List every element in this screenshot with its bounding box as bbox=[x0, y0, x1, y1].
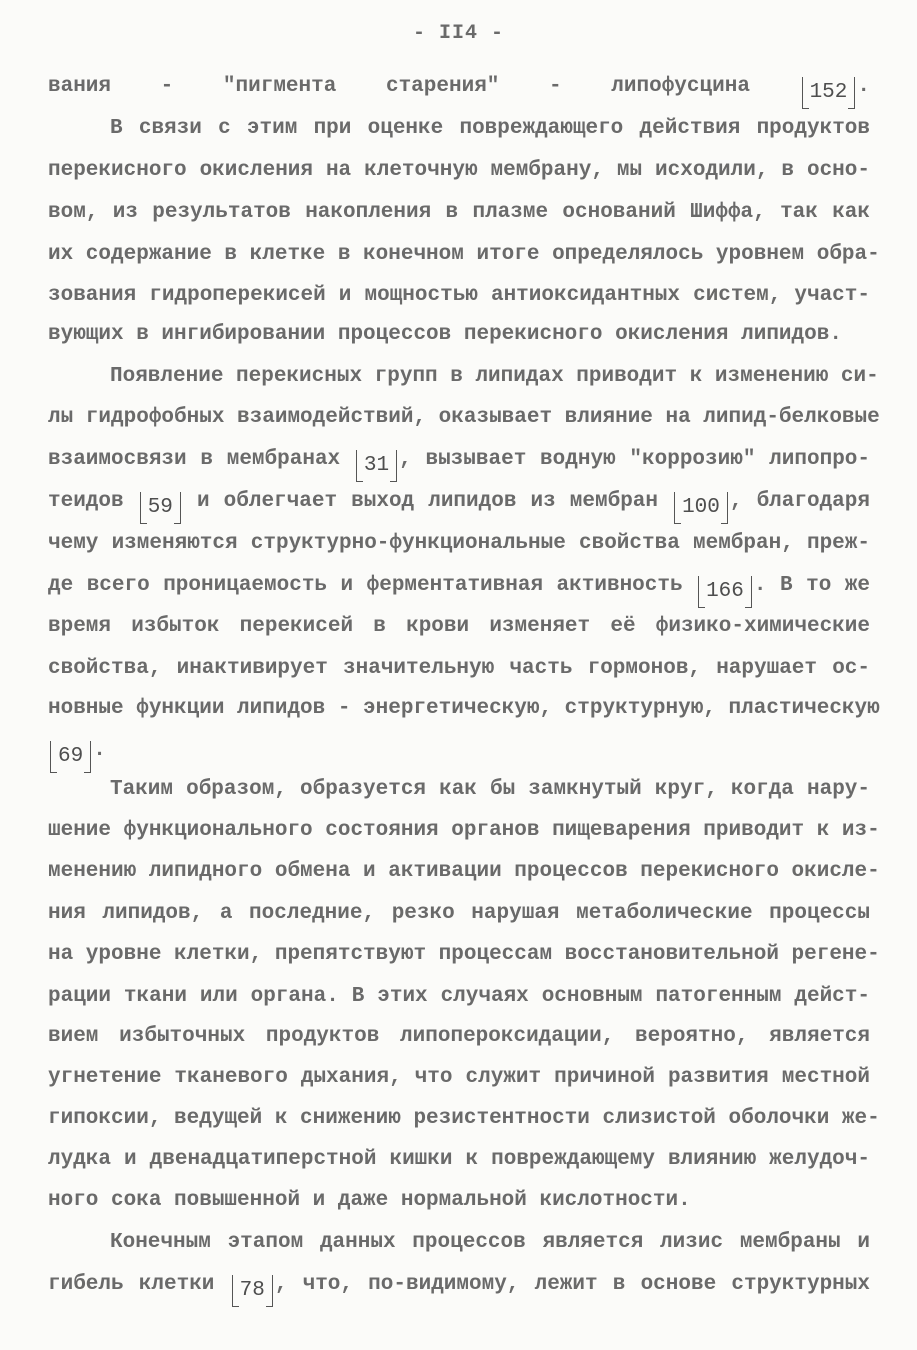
text-line: зования гидроперекисей и мощностью антиоксидантных систем, участ- bbox=[48, 284, 870, 307]
citation: 78 bbox=[232, 1275, 273, 1307]
text-line: угнетение тканевого дыхания, что служит причиной развития местной bbox=[48, 1066, 870, 1089]
text-line bbox=[48, 1270, 870, 1300]
text-line: чему изменяются структурно-функциональные свойства мембран, преж- bbox=[48, 532, 870, 555]
text-line: свойства, инактивирует значительную часть гормонов, нарушает ос- bbox=[48, 657, 870, 680]
text-line: перекисного окисления на клеточную мембрану, мы исходили, в осно- bbox=[48, 159, 870, 182]
text-run: , вызывает водную "коррозию" липопро- bbox=[399, 448, 870, 471]
text-line: Таким образом, образуется как бы замкнутый круг, когда нару- bbox=[110, 778, 870, 801]
text-line: вием избыточных продуктов липопероксидации, вероятно, является bbox=[48, 1025, 870, 1048]
citation: 100 bbox=[674, 492, 728, 524]
text-run: , благодаря bbox=[729, 490, 870, 513]
text-run: . bbox=[93, 739, 106, 762]
text-run: гибель клетки bbox=[48, 1273, 230, 1296]
text-line: рации ткани или органа. В этих случаях основным патогенным дейст- bbox=[48, 985, 870, 1008]
citation: 31 bbox=[356, 450, 397, 482]
text-line: лудка и двенадцатиперстной кишки к повреждающему влиянию желудоч- bbox=[48, 1148, 870, 1171]
text-line: шение функционального состояния органов пищеварения приводит к из- bbox=[48, 819, 880, 842]
text-line: ния липидов, а последние, резко нарушая метаболические процессы bbox=[48, 902, 870, 925]
text-line: новные функции липидов - энергетическую, структурную, пластическую bbox=[48, 697, 880, 720]
text-run: , что, по-видимому, лежит в основе структурных bbox=[274, 1273, 870, 1296]
text-run: . bbox=[857, 75, 870, 98]
text-line: лы гидрофобных взаимодействий, оказывает влияние на липид-белковые bbox=[48, 406, 880, 429]
text-line bbox=[48, 571, 870, 601]
text-line bbox=[48, 736, 870, 766]
citation: 69 bbox=[50, 741, 91, 773]
text-line: менению липидного обмена и активации процессов перекисного окисле- bbox=[48, 860, 880, 883]
text-run: вания - "пигмента старения" - липофусцина bbox=[48, 75, 800, 98]
text-line bbox=[48, 487, 870, 517]
text-line: В связи с этим при оценке повреждающего действия продуктов bbox=[110, 117, 870, 140]
text-line: гипоксии, ведущей к снижению резистентности слизистой оболочки же- bbox=[48, 1107, 880, 1130]
text-line: их содержание в клетке в конечном итоге определялось уровнем обра- bbox=[48, 243, 880, 266]
text-run: и облегчает выход липидов из мембран bbox=[182, 490, 673, 513]
text-line: вом, из результатов накопления в плазме оснований Шиффа, так как bbox=[48, 201, 870, 224]
text-run: теидов bbox=[48, 490, 138, 513]
text-line: вующих в ингибировании процессов перекисного окисления липидов. bbox=[48, 323, 842, 346]
text-line: время избыток перекисей в крови изменяет её физико-химические bbox=[48, 615, 870, 638]
text-run: . В то же bbox=[753, 574, 870, 597]
text-line: на уровне клетки, препятствуют процессам восстановительной регене- bbox=[48, 943, 880, 966]
text-line: Появление перекисных групп в липидах приводит к изменению си- bbox=[110, 365, 879, 388]
page-number: - II4 - bbox=[412, 22, 504, 45]
citation: 152 bbox=[802, 77, 856, 109]
text-run: де всего проницаемость и ферментативная активность bbox=[48, 574, 697, 597]
text-line bbox=[48, 445, 870, 475]
text-line bbox=[48, 72, 870, 102]
citation: 166 bbox=[698, 576, 752, 608]
citation: 59 bbox=[140, 492, 181, 524]
text-line: ного сока повышенной и даже нормальной кислотности. bbox=[48, 1189, 691, 1212]
text-run: взаимосвязи в мембранах bbox=[48, 448, 354, 471]
text-line: Конечным этапом данных процессов является лизис мембраны и bbox=[110, 1231, 870, 1254]
